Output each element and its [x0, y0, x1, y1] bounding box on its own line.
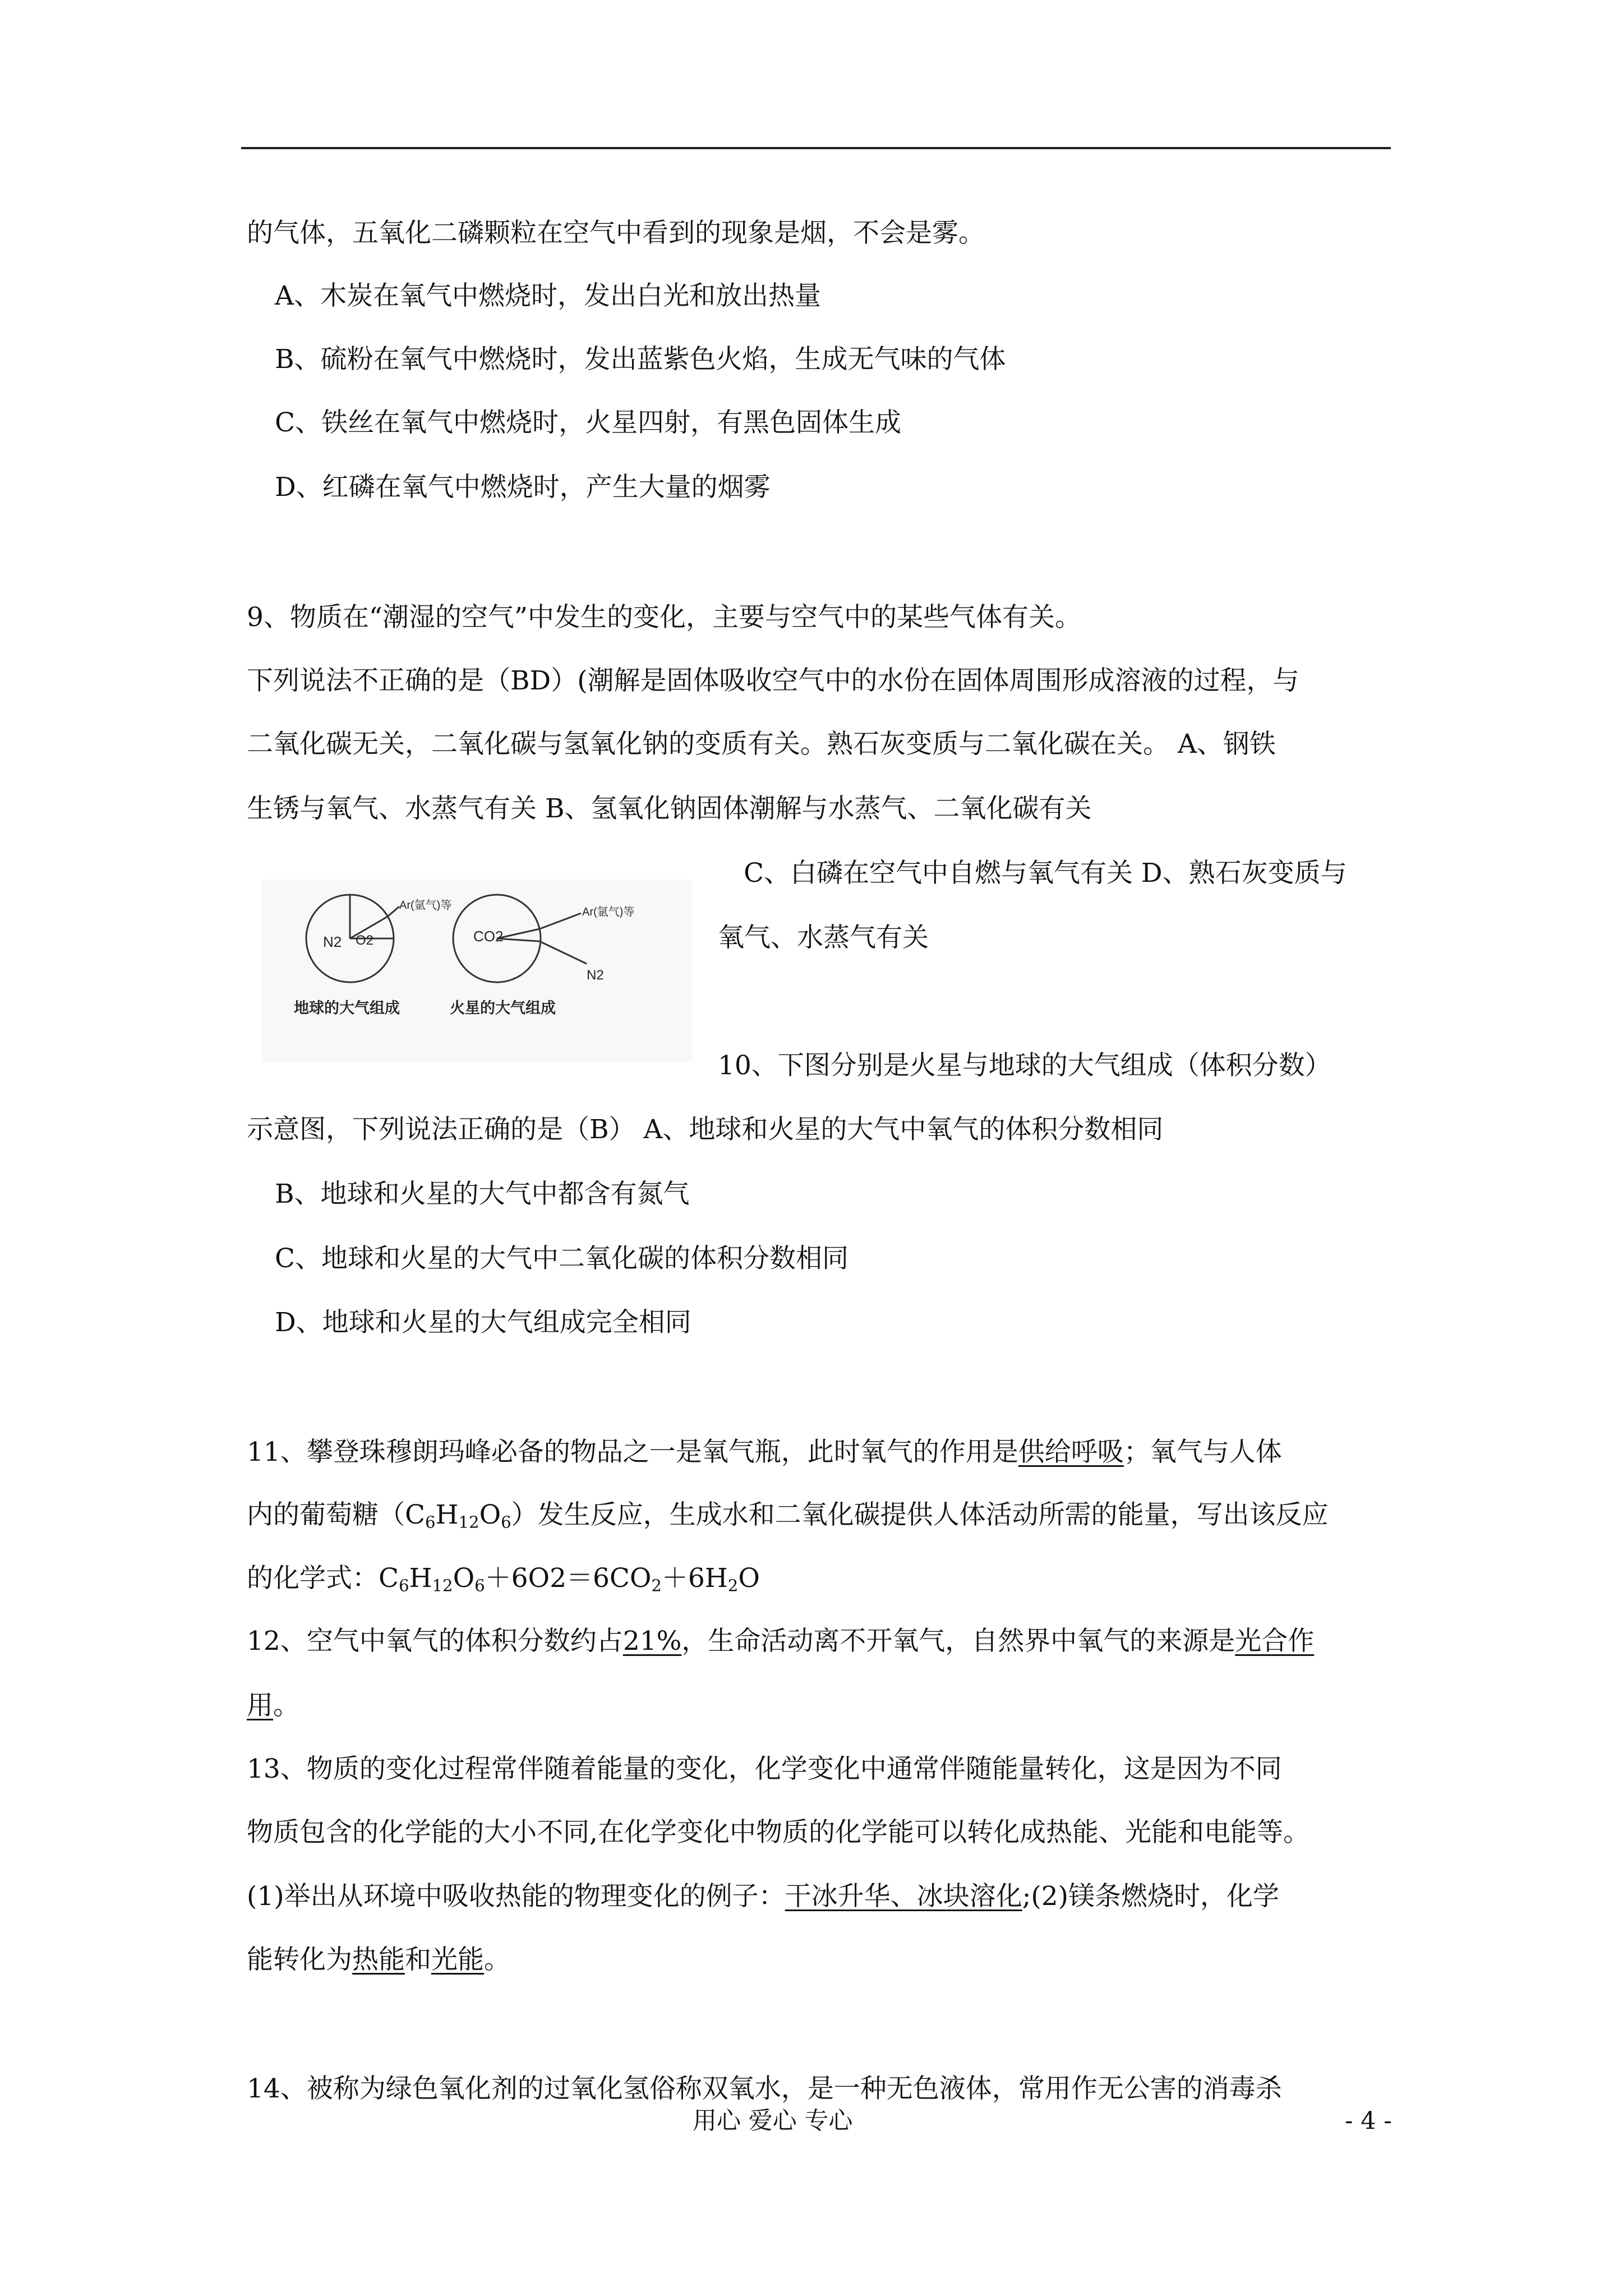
question-11: 11、攀登珠穆朗玛峰必备的物品之一是氧气瓶，此时氧气的作用是供给呼吸；氧气与人体	[247, 1437, 1282, 1467]
question-12: 12、空气中氧气的体积分数约占21%，生命活动离不开氧气，自然界中氧气的来源是光合作	[247, 1626, 1315, 1657]
text-line: 物质包含的化学能的大小不同,在化学变化中物质的化学能可以转化成热能、光能和电能等。	[247, 1817, 1310, 1848]
option-a: A、木炭在氧气中燃烧时，发出白光和放出热量	[275, 280, 821, 311]
ar-earth-label: Ar(氩气)等	[399, 899, 452, 912]
answer-blank: 干冰升华、冰块溶化	[785, 1881, 1022, 1912]
text-line: 用。	[247, 1690, 299, 1721]
n2-label: N2	[323, 933, 342, 950]
text-line: (1)举出从环境中吸收热能的物理变化的例子：干冰升华、冰块溶化;(2)镁条燃烧时，化学	[247, 1881, 1279, 1912]
text-line: 二氧化碳无关，二氧化碳与氢氧化钠的变质有关。熟石灰变质与二氧化碳在关。 A、钢铁	[247, 729, 1276, 760]
answer-blank: 光能	[431, 1944, 484, 1975]
option-c: C、地球和火星的大气中二氧化碳的体积分数相同	[275, 1243, 849, 1274]
n2-mars-label: N2	[587, 968, 604, 983]
option-d: D、地球和火星的大气组成完全相同	[275, 1307, 691, 1338]
option-b: B、硫粉在氧气中燃烧时，发出蓝紫色火焰，生成无气味的气体	[275, 344, 1006, 375]
atmosphere-composition-figure	[261, 880, 692, 1062]
co2-label: CO2	[473, 928, 504, 945]
o2-label: O2	[356, 933, 374, 948]
question-14: 14、被称为绿色氧化剂的过氧化氢俗称双氧水，是一种无色液体，常用作无公害的消毒杀	[247, 2073, 1282, 2104]
header-rule	[241, 147, 1391, 149]
text-line: 示意图，下列说法正确的是（B） A、地球和火星的大气中氧气的体积分数相同	[247, 1114, 1164, 1145]
answer-blank: 光合作	[1235, 1626, 1315, 1657]
answer-blank: 用	[247, 1690, 273, 1721]
text-line: C、白磷在空气中自燃与氧气有关 D、熟石灰变质与	[744, 858, 1347, 889]
question-9: 9、物质在“潮湿的空气”中发生的变化，主要与空气中的某些气体有关。	[247, 602, 1081, 633]
text-line: 生锈与氧气、水蒸气有关 B、氢氧化钠固体潮解与水蒸气、二氧化碳有关	[247, 793, 1092, 824]
page-number: - 4 -	[1345, 2107, 1392, 2135]
chemical-equation: 的化学式：$C_6H_{12}O_6+6O2=6CO_2+6H_2O$	[247, 1563, 760, 1595]
question-13: 13、物质的变化过程常伴随着能量的变化，化学变化中通常伴随能量转化，这是因为不同	[247, 1754, 1282, 1784]
option-d: D、红磷在氧气中燃烧时，产生大量的烟雾	[275, 472, 771, 503]
text-line: 氧气、水蒸气有关	[718, 922, 929, 953]
option-b: B、地球和火星的大气中都含有氮气	[275, 1179, 690, 1209]
ar-mars-label: Ar(氩气)等	[582, 906, 635, 918]
mars-caption: 火星的大气组成	[450, 1000, 556, 1016]
earth-atmosphere-pie	[306, 895, 399, 982]
option-c: C、铁丝在氧气中燃烧时，火星四射，有黑色固体生成	[275, 407, 901, 438]
text-line: 内的葡萄糖$(C_6H_{12}O_6)$发生反应，生成水和二氧化碳提供人体活动所需的能量，写出该反应	[247, 1499, 1329, 1532]
footer-slogan: 用心 爱心 专心	[693, 2107, 853, 2135]
answer-blank: 热能	[352, 1944, 405, 1975]
question-10: 10、下图分别是火星与地球的大气组成（体积分数）	[718, 1050, 1331, 1081]
answer-blank: 供给呼吸	[1018, 1437, 1124, 1467]
text-line: 能转化为热能和光能。	[247, 1944, 510, 1975]
text-line: 的气体，五氧化二磷颗粒在空气中看到的现象是烟，不会是雾。	[247, 218, 985, 249]
answer-blank: 21%	[623, 1626, 682, 1657]
text-line: 下列说法不正确的是（BD）(潮解是固体吸收空气中的水份在固体周围形成溶液的过程，与	[247, 665, 1299, 696]
earth-caption: 地球的大气组成	[294, 1000, 400, 1016]
